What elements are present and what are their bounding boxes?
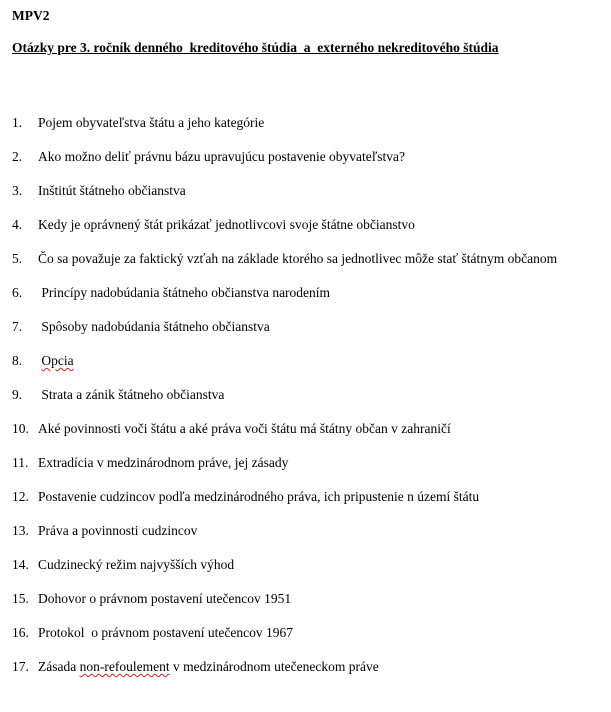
question-number: 6. <box>12 285 23 300</box>
question-number: 11. <box>12 455 29 470</box>
question-text: Spôsoby nadobúdania štátneho občianstva <box>38 319 270 334</box>
question-text: Inštitút štátneho občianstva <box>38 183 186 198</box>
question-item-11 <box>12 446 594 480</box>
question-number: 10. <box>12 421 29 436</box>
question-text: Pojem obyvateľstva štátu a jeho kategórie <box>38 115 265 130</box>
question-item-6 <box>12 276 594 310</box>
question-item-2 <box>12 140 594 174</box>
question-number: 13. <box>12 523 29 538</box>
question-text: Strata a zánik štátneho občianstva <box>38 387 225 402</box>
question-number: 7. <box>12 319 23 334</box>
question-item-10 <box>12 412 594 446</box>
question-item-1 <box>12 106 594 140</box>
question-text: Práva a povinnosti cudzincov <box>38 523 198 538</box>
question-number: 16. <box>12 625 29 640</box>
question-item-8 <box>12 344 594 378</box>
question-number: 8. <box>12 353 23 368</box>
question-item-5 <box>12 242 594 276</box>
question-item-15 <box>12 582 594 616</box>
document-title: MPV2 <box>12 8 50 23</box>
question-number: 12. <box>12 489 29 504</box>
question-item-9 <box>12 378 594 412</box>
question-item-7 <box>12 310 594 344</box>
question-text: Princípy nadobúdania štátneho občianstva narodením <box>38 285 331 300</box>
question-text: Postavenie cudzincov podľa medzinárodného práva, ich pripustenie n území štátu <box>38 489 480 504</box>
question-text: Aké povinnosti voči štátu a aké práva voči štátu má štátny občan v zahraničí <box>38 421 451 436</box>
question-text: Zásada non-refoulement v medzinárodnom utečeneckom práve <box>38 659 379 674</box>
spellcheck-flagged-word: Opcia <box>41 353 74 368</box>
question-text: Ako možno deliť právnu bázu upravujúcu postavenie obyvateľstva? <box>38 149 406 164</box>
question-number: 1. <box>12 115 23 130</box>
question-text: Cudzinecký režim najvyšších výhod <box>38 557 235 572</box>
spellcheck-flagged-word: non-refoulement <box>79 659 170 674</box>
question-item-16 <box>12 616 594 650</box>
question-item-3 <box>12 174 594 208</box>
question-item-14 <box>12 548 594 582</box>
question-item-13 <box>12 514 594 548</box>
question-number: 14. <box>12 557 29 572</box>
question-list <box>12 106 594 684</box>
question-number: 2. <box>12 149 23 164</box>
question-number: 9. <box>12 387 23 402</box>
question-text: Protokol o právnom postavení utečencov 1967 <box>38 625 293 640</box>
question-number: 15. <box>12 591 29 606</box>
question-number: 17. <box>12 659 29 674</box>
question-text: Dohovor o právnom postavení utečencov 1951 <box>38 591 292 606</box>
question-item-12 <box>12 480 594 514</box>
question-text: Extradícia v medzinárodnom práve, jej zásady <box>38 455 289 470</box>
question-text: Kedy je oprávnený štát prikázať jednotlivcovi svoje štátne občianstvo <box>38 217 415 232</box>
question-text <box>38 344 594 378</box>
document-subtitle: Otázky pre 3. ročník denného kreditového štúdia a externého nekreditového štúdia <box>12 40 499 55</box>
question-text: Čo sa považuje za faktický vzťah na základe ktorého sa jednotlivec môže stať štátnym občanom <box>38 251 558 266</box>
question-number: 4. <box>12 217 23 232</box>
question-item-17 <box>12 650 594 684</box>
question-item-4 <box>12 208 594 242</box>
question-number: 3. <box>12 183 23 198</box>
question-number: 5. <box>12 251 23 266</box>
